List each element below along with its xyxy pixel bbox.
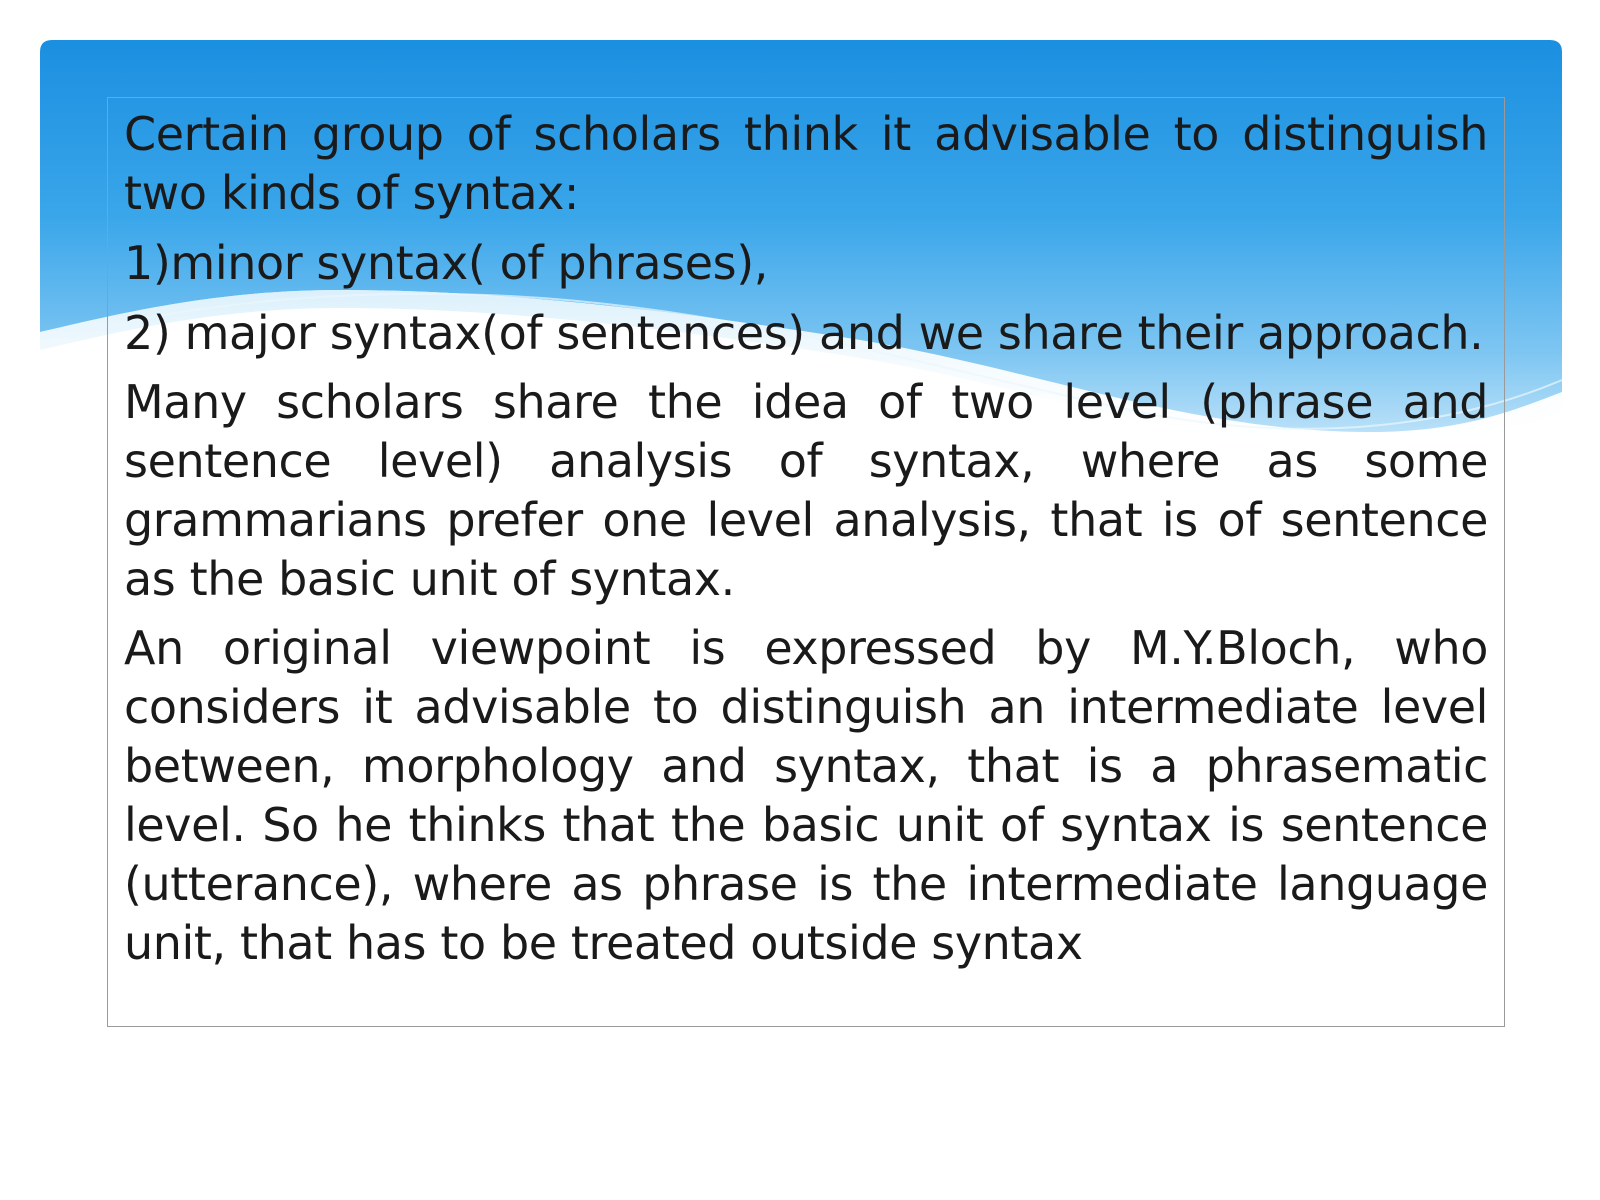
paragraph-minor-syntax: 1)minor syntax( of phrases),	[124, 236, 769, 290]
paragraph-bloch-viewpoint: An original viewpoint is expressed by M.Y.Bloch, who considers it advisable to distinguish an intermediate level between, morphology and syntax, that is a phrasematic level. So he thinks that the basic unit of syntax is sentence (utterance), where as phrase is the intermediate language unit, that has to be treated outside syntax	[124, 621, 1488, 970]
paragraph-intro: Certain group of scholars think it advisable to distinguish two kinds of syntax:	[124, 107, 1488, 220]
paragraph-major-syntax: 2) major syntax(of sentences) and we share their approach.	[124, 306, 1484, 360]
content-text-box	[107, 97, 1505, 1027]
paragraph-two-level-analysis: Many scholars share the idea of two level (phrase and sentence level) analysis of syntax, where as some grammarians prefer one level analysis, that is of sentence as the basic unit of syntax.	[124, 375, 1488, 606]
